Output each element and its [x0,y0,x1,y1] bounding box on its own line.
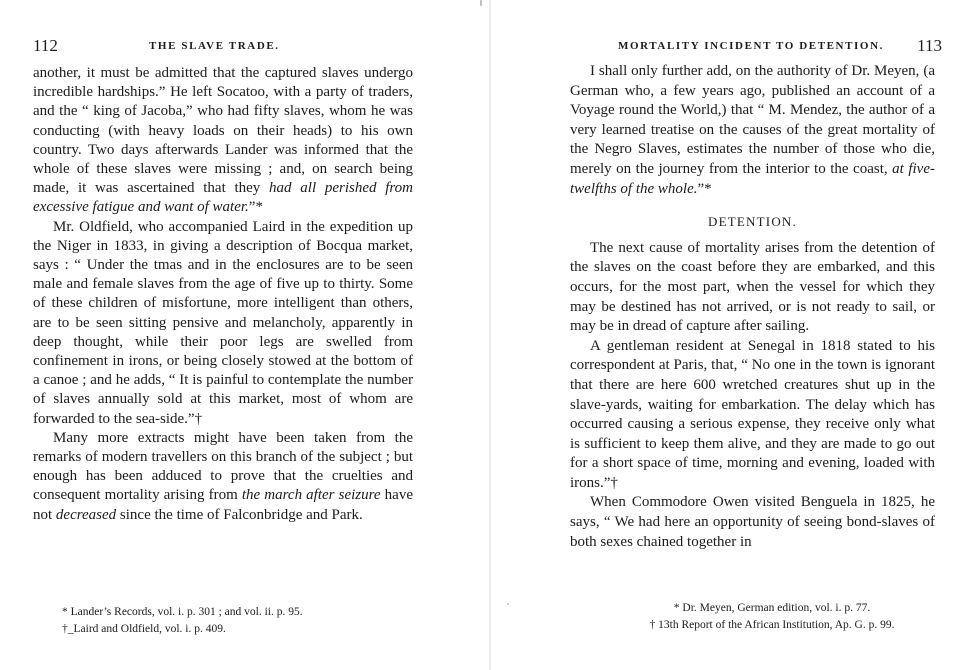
text-run: Many more extracts might have been taken from the remarks of modern travellers on this branch of the subject ; but enough has been adduced to prove that the cruelties and consequent mortality arising from [33,429,413,504]
left-page-number: 112 [33,36,58,55]
text-run: A gentleman resident at Senegal in 1818 stated to his correspondent at Paris, that, “ No one in the town is ignorant that there are here 600 wretched creatures shut up in the slave-yards, waiting for embarkation. The delay which has occurred causing a serious expense, they receive only what is sufficient to keep them alive, and they are made to go out for a short space of time, morning and evening, loaded with irons.”† [570,337,935,491]
text-run: since the time of Falconbridge and Park. [116,506,363,523]
left-running-head [33,36,433,56]
footnote: †_Laird and Oldfield, vol. i. p. 409. [62,623,226,635]
paragraph [570,62,935,199]
scan-speck [507,603,509,605]
right-footnotes [602,600,942,634]
italic-text: the march after seizure [241,487,381,504]
footnote: † 13th Report of the African Institution, Ap. G. p. 99. [649,619,895,631]
text-run: When Commodore Owen visited Benguela in 1825, he says, “ We had here an opportunity of seeing bond-slaves of both sexes chained together in [570,494,935,550]
italic-text: at five-twelfths of the whole. [570,160,935,197]
text-run: Mr. Oldfield, who accompanied Laird in the expedition up the Niger in 1833, in giving a description of Bocqua market, says : “ Under the tmas and in the enclosures are to be seen male and female slaves from the age of five up to thirty. Some of these children of misfortune, more intelligent than others, are to be seen sitting pensive and melancholy, apparently in deep thought, while their poor legs are swelled from confinement in irons, or being closely stowed at the bottom of a canoe ; and he adds, “ It is painful to contemplate the number of slaves annually sold at this market, most of whom are forwarded to the sea-side.”† [33,218,413,427]
right-body-text [570,62,935,552]
text-run: I shall only further add, on the authority of Dr. Meyen, (a German who, a few years ago, published an account of a Voyage round the World,) that “ M. Mendez, the author of a very learned treatise on the causes of the great mortality of the Negro Slaves, estimates the number of those who die, merely on the journey from the interior to the coast, [570,63,935,177]
section-heading-detention: DETENTION. [708,214,797,230]
right-running-title: MORTALITY INCIDENT TO DETENTION. [618,40,884,52]
text-run: ”* [248,199,263,216]
paragraph [33,64,413,218]
left-body-text [33,64,413,525]
paragraph [570,239,935,337]
paragraph [33,218,413,429]
text-run: another, it must be admitted that the captured slaves undergo incredible hardships.” He left Socatoo, with a party of traders, and the “ king of Jacoba,” who had fifty slaves, whom he was conducting (with heavy loads on their heads) to his own country. Two days afterwards Lander was informed that the whole of these slaves were missing ; and, on search being made, it was ascertained that they [33,65,413,197]
right-page-number: 113 [917,36,942,55]
italic-text: had all perished from excessive fatigue and want of water. [33,180,414,216]
paragraph [33,429,413,525]
text-run: have not [33,487,413,523]
right-running-head [610,36,942,56]
italic-text: decreased [55,506,117,523]
scan-speck [480,0,482,6]
text-run: ”* [697,180,712,197]
footnote: * Dr. Meyen, German edition, vol. i. p. 77. [673,602,871,614]
footnote: * Lander’s Records, vol. i. p. 301 ; and vol. ii. p. 95. [62,606,303,618]
text-run: The next cause of mortality arises from the detention of the slaves on the coast before they are embarked, and this occurs, for the most part, when the vessel for which they may be destined has not arrived, or is not ready to sail, or may be in dread of capture after sailing. [570,239,935,335]
right-page [490,0,980,670]
paragraph [570,493,935,552]
paragraph [570,337,935,494]
left-running-title: THE SLAVE TRADE. [149,40,280,52]
left-footnotes [62,604,412,638]
